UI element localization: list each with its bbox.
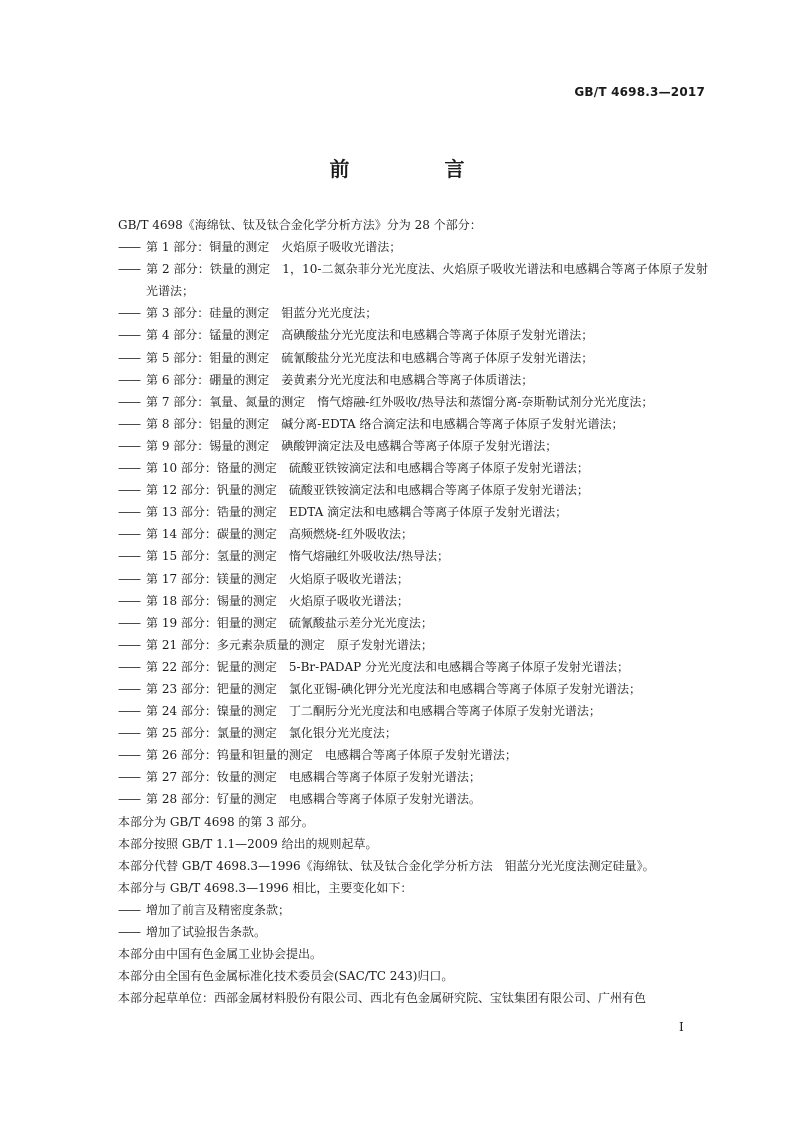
part-item — [118, 369, 708, 391]
part-text: 第 21 部分：多元素杂质量的测定 原子发射光谱法； — [146, 637, 433, 652]
dash-marker: —— — [118, 770, 140, 785]
part-item — [118, 501, 708, 523]
part-item — [118, 656, 708, 678]
part-item — [118, 324, 708, 346]
statement-replaces: 本部分代替 GB/T 4698.3—1996《海绵钛、钛及钛合金化学分析方法 钼蓝分光光度法测定硅量》。 — [118, 858, 655, 873]
part-text: 第 7 部分：氧量、氮量的测定 惰气熔融-红外吸收/热导法和蒸馏分离-奈斯勒试剂分光光度法； — [146, 394, 654, 409]
part-item — [118, 590, 708, 612]
change-item — [118, 921, 708, 943]
part-text: 第 5 部分：钼量的测定 硫氰酸盐分光光度法和电感耦合等离子体原子发射光谱法； — [146, 350, 594, 365]
dash-marker: —— — [118, 461, 140, 476]
part-text: 第 3 部分：硅量的测定 钼蓝分光光度法； — [146, 306, 378, 321]
part-text: 第 6 部分：硼量的测定 姜黄素分光光度法和电感耦合等离子体质谱法； — [146, 372, 534, 387]
part-text: 第 2 部分：铁量的测定 1，10-二氮杂菲分光光度法、火焰原子吸收光谱法和电感耦合等离子体原子发射光谱法； — [146, 262, 708, 299]
dash-marker: —— — [118, 372, 140, 387]
part-item — [118, 634, 708, 656]
part-item — [118, 391, 708, 413]
statement-proposed-by: 本部分由中国有色金属工业协会提出。 — [118, 947, 323, 962]
dash-marker: —— — [118, 416, 140, 431]
dash-marker: —— — [118, 394, 140, 409]
dash-marker: —— — [118, 262, 140, 277]
dash-marker: —— — [118, 505, 140, 520]
part-text: 第 24 部分：镍量的测定 丁二酮肟分光光度法和电感耦合等离子体原子发射光谱法； — [146, 704, 601, 719]
changes-list — [118, 899, 708, 943]
dash-marker: —— — [118, 527, 140, 542]
part-text: 第 9 部分：锡量的测定 碘酸钾滴定法及电感耦合等离子体原子发射光谱法； — [146, 438, 558, 453]
part-item — [118, 744, 708, 766]
part-item — [118, 523, 708, 545]
statement-changes-intro: 本部分与 GB/T 4698.3—1996 相比，主要变化如下： — [118, 880, 413, 895]
dash-marker: —— — [118, 925, 140, 939]
part-item — [118, 678, 708, 700]
change-text: 增加了前言及精密度条款； — [146, 902, 291, 917]
part-text: 第 8 部分：铝量的测定 碱分离-EDTA 络合滴定法和电感耦合等离子体原子发射光谱法； — [146, 416, 624, 431]
part-text: 第 26 部分：钨量和钽量的测定 电感耦合等离子体原子发射光谱法； — [146, 748, 517, 763]
dash-marker: —— — [118, 681, 140, 696]
part-text: 第 15 部分：氢量的测定 惰气熔融红外吸收法/热导法； — [146, 549, 449, 564]
part-item — [118, 413, 708, 435]
statement-drafting-rules: 本部分按照 GB/T 1.1—2009 给出的规则起草。 — [118, 836, 378, 851]
part-text: 第 1 部分：铜量的测定 火焰原子吸收光谱法； — [146, 240, 402, 255]
part-item — [118, 258, 708, 302]
part-text: 第 17 部分：镁量的测定 火焰原子吸收光谱法； — [146, 571, 409, 586]
dash-marker: —— — [118, 549, 140, 564]
change-text: 增加了试验报告条款。 — [146, 925, 267, 939]
part-text: 第 12 部分：钒量的测定 硫酸亚铁铵滴定法和电感耦合等离子体原子发射光谱法； — [146, 483, 589, 498]
part-item — [118, 479, 708, 501]
page-number: I — [679, 1020, 684, 1034]
part-text: 第 18 部分：锡量的测定 火焰原子吸收光谱法； — [146, 593, 409, 608]
part-text: 第 28 部分：钌量的测定 电感耦合等离子体原子发射光谱法。 — [146, 792, 481, 807]
part-text: 第 19 部分：钼量的测定 硫氰酸盐示差分光光度法； — [146, 615, 433, 630]
statement-drafting-units: 本部分起草单位：西部金属材料股份有限公司、西北有色金属研究院、宝钛集团有限公司、广州有色 — [118, 991, 647, 1006]
part-item — [118, 612, 708, 634]
intro-paragraph: GB/T 4698《海绵钛、钛及钛合金化学分析方法》分为 28 个部分： — [118, 218, 482, 232]
page-title: 前 言 — [329, 157, 509, 181]
dash-marker: —— — [118, 306, 140, 321]
part-text: 第 23 部分：钯量的测定 氯化亚锡-碘化钾分光光度法和电感耦合等离子体原子发射光谱法； — [146, 681, 641, 696]
parts-list — [118, 236, 708, 810]
part-text: 第 4 部分：锰量的测定 高碘酸盐分光光度法和电感耦合等离子体原子发射光谱法； — [146, 328, 594, 343]
dash-marker: —— — [118, 902, 140, 917]
dash-marker: —— — [118, 328, 140, 343]
part-text: 第 25 部分：氯量的测定 氯化银分光光度法； — [146, 726, 397, 741]
part-item — [118, 722, 708, 744]
part-item — [118, 568, 708, 590]
dash-marker: —— — [118, 571, 140, 586]
part-text: 第 10 部分：铬量的测定 硫酸亚铁铵滴定法和电感耦合等离子体原子发射光谱法； — [146, 461, 589, 476]
dash-marker: —— — [118, 659, 140, 674]
foreword-body — [118, 214, 708, 1009]
dash-marker: —— — [118, 593, 140, 608]
change-item — [118, 899, 708, 921]
part-text: 第 22 部分：铌量的测定 5-Br-PADAP 分光光度法和电感耦合等离子体原子发射光谱法； — [146, 659, 630, 674]
part-text: 第 14 部分：碳量的测定 高频燃烧-红外吸收法； — [146, 527, 413, 542]
part-item — [118, 347, 708, 369]
dash-marker: —— — [118, 350, 140, 365]
dash-marker: —— — [118, 615, 140, 630]
dash-marker: —— — [118, 240, 140, 255]
part-item — [118, 435, 708, 457]
dash-marker: —— — [118, 726, 140, 741]
part-item — [118, 545, 708, 567]
part-item — [118, 302, 708, 324]
part-item — [118, 457, 708, 479]
dash-marker: —— — [118, 483, 140, 498]
part-item — [118, 700, 708, 722]
part-text: 第 13 部分：锆量的测定 EDTA 滴定法和电感耦合等离子体原子发射光谱法； — [146, 505, 568, 520]
part-item — [118, 788, 708, 810]
statement-part-number: 本部分为 GB/T 4698 的第 3 部分。 — [118, 814, 314, 829]
statement-under-jurisdiction: 本部分由全国有色金属标准化技术委员会(SAC/TC 243)归口。 — [118, 969, 454, 984]
dash-marker: —— — [118, 637, 140, 652]
dash-marker: —— — [118, 704, 140, 719]
standard-code: GB/T 4698.3—2017 — [574, 85, 705, 99]
dash-marker: —— — [118, 792, 140, 807]
dash-marker: —— — [118, 748, 140, 763]
part-item — [118, 236, 708, 258]
part-item — [118, 766, 708, 788]
part-text: 第 27 部分：钕量的测定 电感耦合等离子体原子发射光谱法； — [146, 770, 481, 785]
dash-marker: —— — [118, 438, 140, 453]
